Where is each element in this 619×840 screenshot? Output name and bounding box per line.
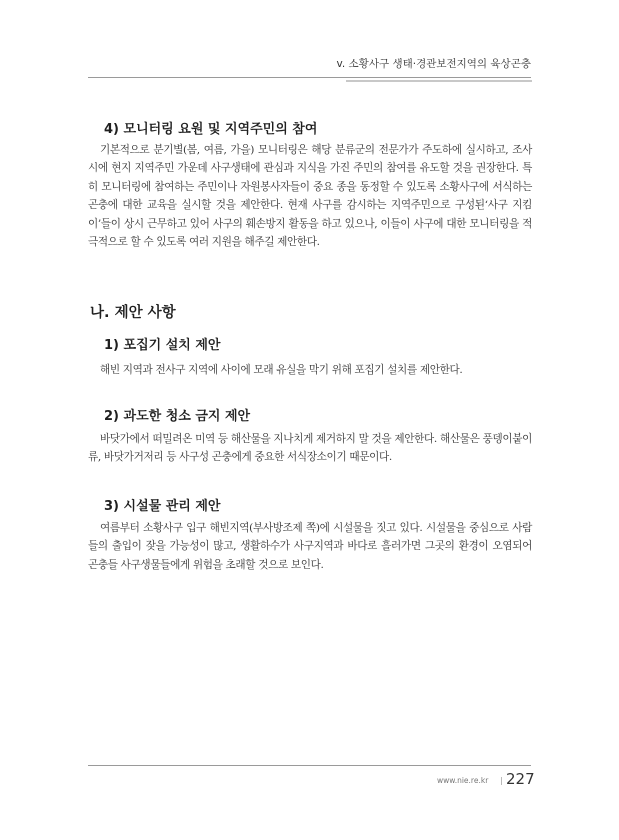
section-4-heading: 4) 모니터링 요원 및 지역주민의 참여 bbox=[104, 122, 318, 137]
subsection-1-paragraph: 해빈 지역과 전사구 지역에 사이에 모래 유실을 막기 위해 포집기 설치를 제안한다. bbox=[100, 364, 463, 376]
subsection-3-paragraph: 여름부터 소황사구 입구 해빈지역(부사방조제 쪽)에 시설물을 짓고 있다. 시설물을 중심으로 사람들의 출입이 잦을 가능성이 많고, 생활하수가 사구지역과 바다로 흘러가면 그곳의 환경이 오염되어 곤충들 사구생물들에게 위험을 초래할 것으로 보인다. bbox=[88, 522, 532, 571]
footer-divider bbox=[88, 765, 531, 766]
subsection-3-heading: 3) 시설물 관리 제안 bbox=[104, 499, 221, 514]
page-number: 227 bbox=[506, 770, 535, 788]
subsection-1-heading: 1) 포집기 설치 제안 bbox=[104, 338, 221, 353]
chapter-header-title: v. 소황사구 생태·경관보전지역의 육상곤충 bbox=[336, 58, 531, 70]
header-divider bbox=[88, 77, 531, 78]
section-na-heading: 나. 제안 사항 bbox=[90, 305, 176, 321]
header-accent-bar bbox=[346, 80, 532, 82]
footer-separator: | bbox=[500, 776, 503, 785]
section-4-paragraph: 기본적으로 분기별(봄, 여름, 가을) 모니터링은 해당 분류군의 전문가가 주도하에 실시하고, 조사 시에 현지 지역주민 가운데 사구생태에 관심과 지식을 가진 주민의 참여를 유도할 것을 권장한다. 특히 모니터링에 참여하는 주민이나 자원봉사자들이 중요 종을 동정할 수 있도록 소황사구에 서식하는 곤충에 대한 교육을 실시할 것을 제안한다. 현재 사구를 감시하는 지역주민으로 구성된‘사구 지킴이’들이 상시 근무하고 있어 사구의 훼손방지 활동을 하고 있으나, 이들이 사구에 대한 모니터링을 적극적으로 할 수 있도록 여러 지원을 해주길 제안한다. bbox=[88, 144, 532, 249]
subsection-2-heading: 2) 과도한 청소 금지 제안 bbox=[104, 409, 251, 424]
footer-website-url: www.nie.re.kr bbox=[437, 776, 489, 785]
subsection-2-paragraph: 바닷가에서 떠밀려온 미역 등 해산물을 지나치게 제거하지 말 것을 제안한다. 해산물은 풍뎅이붙이류, 바닷가거저리 등 사구성 곤충에게 중요한 서식장소이기 때문이다. bbox=[88, 433, 532, 464]
